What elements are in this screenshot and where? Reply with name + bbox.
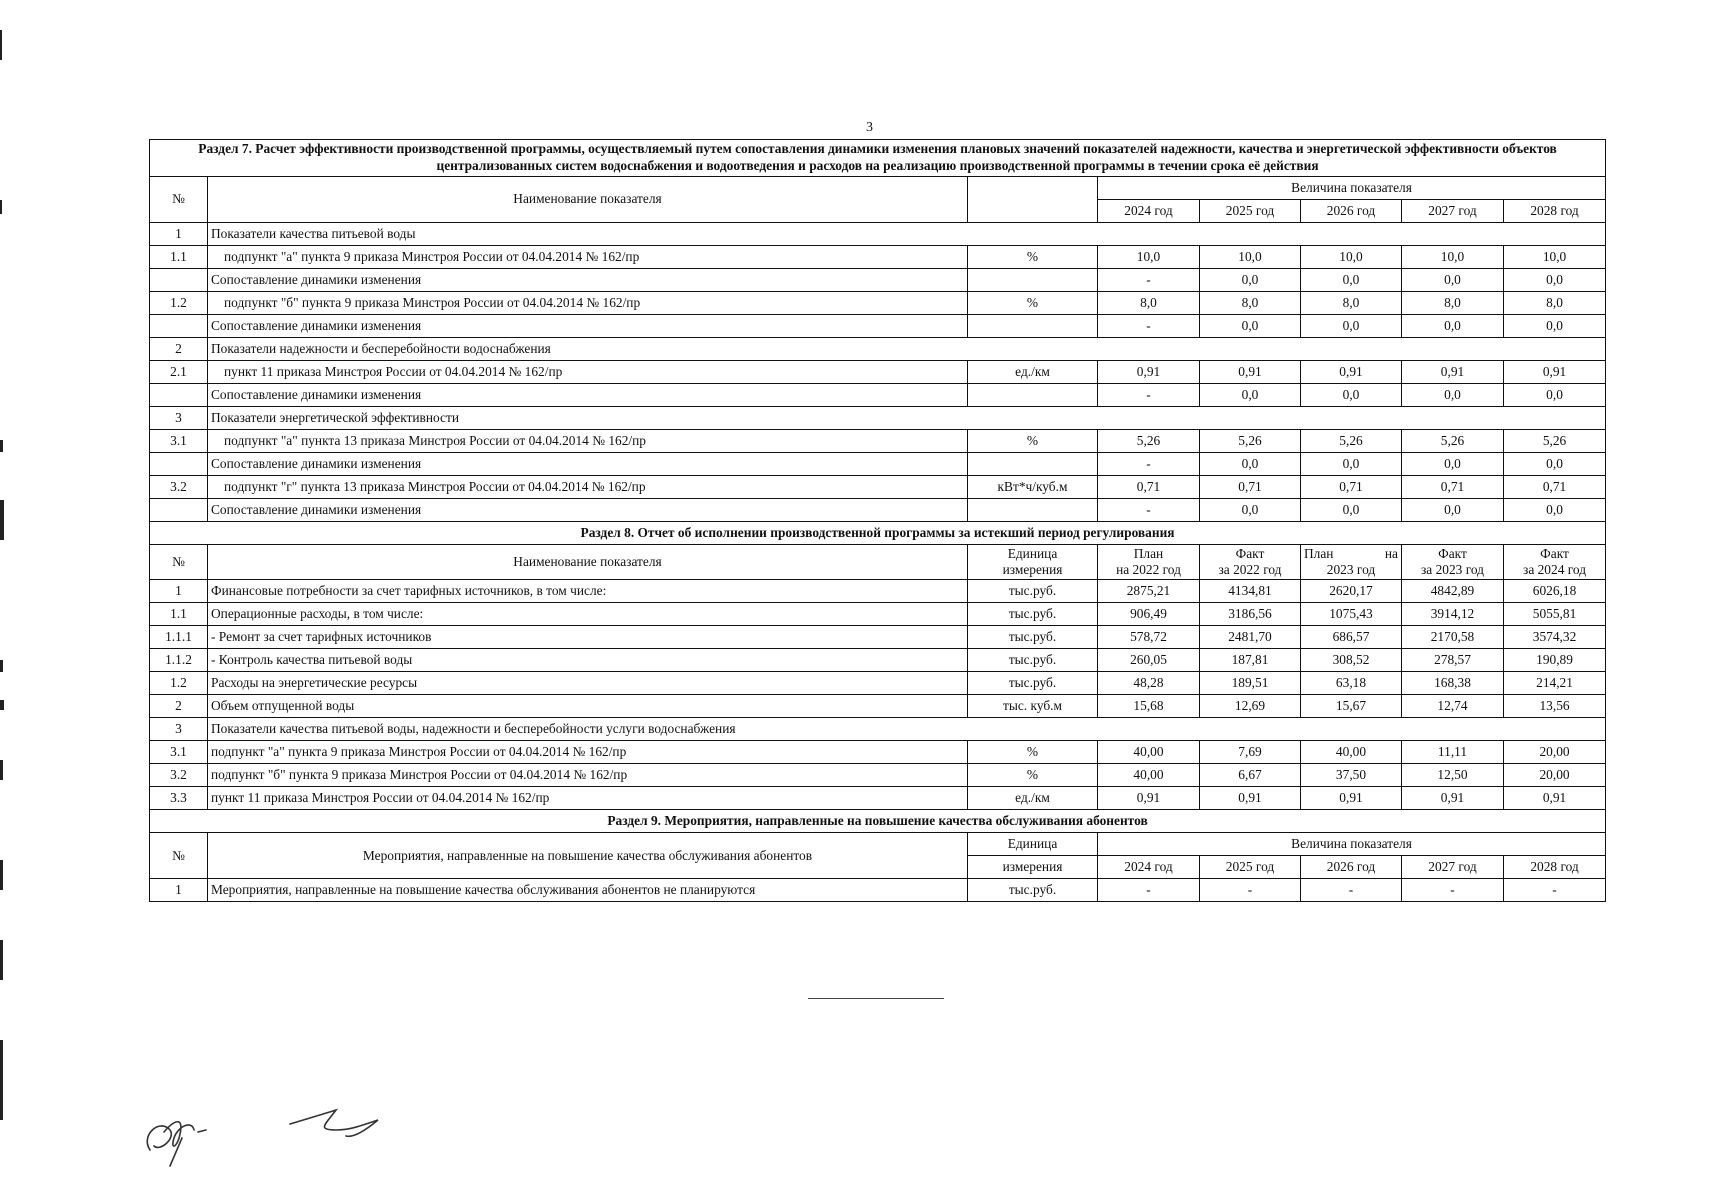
row-number: 3: [150, 718, 208, 741]
row-value: -: [1402, 879, 1504, 902]
row-value: 278,57: [1402, 649, 1504, 672]
row-unit: тыс.руб.: [968, 626, 1098, 649]
group-row: [150, 223, 1606, 246]
unit-header-line2: измерения: [1002, 562, 1063, 578]
row-value: 189,51: [1200, 672, 1301, 695]
row-value: 48,28: [1098, 672, 1200, 695]
row-value: 0,0: [1200, 499, 1301, 522]
period-header-line1: Факт: [1438, 546, 1467, 561]
row-name: Сопоставление динамики изменения: [208, 315, 968, 338]
row-value: 2481,70: [1200, 626, 1301, 649]
row-value: 686,57: [1301, 626, 1402, 649]
row-value: 15,67: [1301, 695, 1402, 718]
measure-row: [150, 879, 1606, 902]
section9-header-row: [150, 833, 1606, 856]
row-number: 2: [150, 338, 208, 361]
comparison-row: [150, 315, 1606, 338]
row-value: 37,50: [1301, 764, 1402, 787]
row-value: 5,26: [1402, 430, 1504, 453]
row-value: 40,00: [1098, 764, 1200, 787]
indicator-row: [150, 246, 1606, 269]
row-value: 0,91: [1504, 361, 1606, 384]
row-value: 3574,32: [1504, 626, 1606, 649]
section9-title: Раздел 9. Мероприятия, направленные на повышение качества обслуживания абонентов: [150, 810, 1606, 833]
row-value: 0,71: [1301, 476, 1402, 499]
row-value: 2620,17: [1301, 580, 1402, 603]
section8-header-row: [150, 545, 1606, 580]
row-value: 10,0: [1098, 246, 1200, 269]
period-header-line2: за 2024 год: [1523, 562, 1587, 578]
col-header-unit-line2: измерения: [968, 856, 1098, 879]
row-unit: [968, 315, 1098, 338]
row-value: 0,0: [1402, 269, 1504, 292]
row-number: [150, 384, 208, 407]
row-unit: тыс.руб.: [968, 603, 1098, 626]
row-value: 3186,56: [1200, 603, 1301, 626]
row-value: 0,91: [1402, 787, 1504, 810]
row-value: -: [1098, 269, 1200, 292]
row-name: Показатели энергетической эффективности: [208, 407, 1606, 430]
row-name: Сопоставление динамики изменения: [208, 269, 968, 292]
row-unit: %: [968, 741, 1098, 764]
row-value: 190,89: [1504, 649, 1606, 672]
row-value: 0,0: [1301, 315, 1402, 338]
row-value: 8,0: [1402, 292, 1504, 315]
table-body: [150, 140, 1606, 902]
row-unit: [968, 269, 1098, 292]
row-name: подпункт "б" пункта 9 приказа Минстроя России от 04.04.2014 № 162/пр: [208, 292, 968, 315]
col-header-value: Величина показателя: [1098, 833, 1606, 856]
period-header-line2: за 2023 год: [1421, 562, 1484, 578]
footer-separator-line: [808, 998, 944, 999]
row-value: 10,0: [1301, 246, 1402, 269]
row-value: 578,72: [1098, 626, 1200, 649]
year-header: 2026 год: [1301, 856, 1402, 879]
col-header-name: Наименование показателя: [208, 545, 968, 580]
row-value: 906,49: [1098, 603, 1200, 626]
row-value: -: [1098, 384, 1200, 407]
production-program-table: [149, 139, 1606, 902]
row-value: -: [1504, 879, 1606, 902]
row-unit: [968, 453, 1098, 476]
report-row: [150, 695, 1606, 718]
row-value: 12,50: [1402, 764, 1504, 787]
period-header-word: на: [1384, 546, 1398, 561]
row-number: 3: [150, 407, 208, 430]
row-value: 187,81: [1200, 649, 1301, 672]
row-number: 1.2: [150, 672, 208, 695]
row-value: 6026,18: [1504, 580, 1606, 603]
row-unit: тыс.руб.: [968, 649, 1098, 672]
row-unit: тыс.руб.: [968, 879, 1098, 902]
row-value: -: [1200, 879, 1301, 902]
handwritten-signature: [140, 1090, 400, 1170]
row-number: 1: [150, 223, 208, 246]
row-value: 15,68: [1098, 695, 1200, 718]
period-header-line1: План: [1133, 546, 1164, 561]
report-row: [150, 672, 1606, 695]
year-header: 2027 год: [1402, 856, 1504, 879]
row-value: 63,18: [1301, 672, 1402, 695]
group-row: [150, 718, 1606, 741]
report-row: [150, 764, 1606, 787]
row-number: 3.3: [150, 787, 208, 810]
row-value: 12,74: [1402, 695, 1504, 718]
row-number: 3.1: [150, 741, 208, 764]
comparison-row: [150, 384, 1606, 407]
year-header: 2026 год: [1301, 200, 1402, 223]
row-number: 2.1: [150, 361, 208, 384]
period-header-line1: Факт: [1235, 546, 1265, 561]
row-name: Сопоставление динамики изменения: [208, 453, 968, 476]
period-header: [1301, 545, 1402, 580]
row-value: 20,00: [1504, 764, 1606, 787]
year-header: 2025 год: [1200, 856, 1301, 879]
row-value: 0,91: [1402, 361, 1504, 384]
row-number: 1.1.2: [150, 649, 208, 672]
row-value: 0,91: [1098, 787, 1200, 810]
col-header-unit: [968, 177, 1098, 223]
row-value: 40,00: [1301, 741, 1402, 764]
col-header-unit-line1: Единица: [968, 833, 1098, 856]
report-row: [150, 626, 1606, 649]
row-value: 4842,89: [1402, 580, 1504, 603]
indicator-row: [150, 476, 1606, 499]
row-value: 0,91: [1301, 787, 1402, 810]
row-name: Расходы на энергетические ресурсы: [208, 672, 968, 695]
row-unit: кВт*ч/куб.м: [968, 476, 1098, 499]
row-value: 0,0: [1301, 499, 1402, 522]
row-value: -: [1098, 453, 1200, 476]
row-unit: тыс.руб.: [968, 580, 1098, 603]
row-value: 2170,58: [1402, 626, 1504, 649]
comparison-row: [150, 499, 1606, 522]
row-value: 0,0: [1504, 315, 1606, 338]
period-header: [1200, 545, 1301, 580]
row-value: 7,69: [1200, 741, 1301, 764]
row-name: - Контроль качества питьевой воды: [208, 649, 968, 672]
group-row: [150, 338, 1606, 361]
row-number: [150, 499, 208, 522]
row-value: 6,67: [1200, 764, 1301, 787]
section7-title-row: [150, 140, 1606, 177]
report-row: [150, 649, 1606, 672]
period-header-line1: Факт: [1540, 546, 1569, 561]
row-value: 0,0: [1504, 453, 1606, 476]
row-name: пункт 11 приказа Минстроя России от 04.04.2014 № 162/пр: [208, 361, 968, 384]
row-number: 1.1.1: [150, 626, 208, 649]
row-value: 0,0: [1301, 269, 1402, 292]
row-value: 12,69: [1200, 695, 1301, 718]
row-name: Показатели качества питьевой воды: [208, 223, 1606, 246]
row-value: 0,0: [1200, 453, 1301, 476]
period-header-line2: за 2022 год: [1218, 562, 1282, 578]
row-value: 4134,81: [1200, 580, 1301, 603]
col-header-name: Наименование показателя: [208, 177, 968, 223]
row-value: 5055,81: [1504, 603, 1606, 626]
row-unit: тыс.руб.: [968, 672, 1098, 695]
row-value: -: [1098, 315, 1200, 338]
year-header: 2025 год: [1200, 200, 1301, 223]
row-value: 0,0: [1200, 315, 1301, 338]
row-name: подпункт "а" пункта 9 приказа Минстроя России от 04.04.2014 № 162/пр: [208, 246, 968, 269]
row-name: подпункт "а" пункта 13 приказа Минстроя России от 04.04.2014 № 162/пр: [208, 430, 968, 453]
row-value: 0,71: [1098, 476, 1200, 499]
col-header-no: №: [150, 545, 208, 580]
row-unit: %: [968, 764, 1098, 787]
row-value: 168,38: [1402, 672, 1504, 695]
row-value: 11,11: [1402, 741, 1504, 764]
row-name: Операционные расходы, в том числе:: [208, 603, 968, 626]
row-number: 3.2: [150, 476, 208, 499]
row-value: 260,05: [1098, 649, 1200, 672]
row-number: [150, 453, 208, 476]
year-header: 2028 год: [1504, 200, 1606, 223]
row-value: 0,0: [1200, 384, 1301, 407]
row-value: 20,00: [1504, 741, 1606, 764]
row-value: 40,00: [1098, 741, 1200, 764]
row-name: Сопоставление динамики изменения: [208, 499, 968, 522]
col-header-no: №: [150, 177, 208, 223]
row-value: 0,0: [1402, 315, 1504, 338]
row-value: 8,0: [1301, 292, 1402, 315]
row-number: 2: [150, 695, 208, 718]
report-row: [150, 741, 1606, 764]
report-row: [150, 603, 1606, 626]
indicator-row: [150, 292, 1606, 315]
row-unit: [968, 499, 1098, 522]
row-name: подпункт "а" пункта 9 приказа Минстроя России от 04.04.2014 № 162/пр: [208, 741, 968, 764]
row-value: 0,0: [1402, 499, 1504, 522]
row-unit: тыс. куб.м: [968, 695, 1098, 718]
indicator-row: [150, 361, 1606, 384]
section7-title: Раздел 7. Расчет эффективности производственной программы, осуществляемый путем сопоставления динамики изменения плановых значений показателей надежности, качества и энергетической эффективности объектов централизованных систем водоснабжения и водоотведения и расходов на реализацию производственной программы в течении срока её действия: [150, 140, 1606, 177]
row-value: 214,21: [1504, 672, 1606, 695]
section9-title-row: [150, 810, 1606, 833]
row-name: пункт 11 приказа Минстроя России от 04.04.2014 № 162/пр: [208, 787, 968, 810]
row-value: 10,0: [1402, 246, 1504, 269]
row-unit: %: [968, 430, 1098, 453]
section8-title: Раздел 8. Отчет об исполнении производственной программы за истекший период регулирования: [150, 522, 1606, 545]
period-header: [1402, 545, 1504, 580]
row-number: 3.2: [150, 764, 208, 787]
unit-header-line1: Единица: [1007, 546, 1058, 561]
section7-header-row: [150, 177, 1606, 200]
row-value: 0,71: [1200, 476, 1301, 499]
col-header-no: №: [150, 833, 208, 879]
year-header: 2024 год: [1098, 200, 1200, 223]
period-header-word: План: [1304, 546, 1334, 561]
period-header-line1: [1304, 546, 1398, 562]
row-value: 8,0: [1504, 292, 1606, 315]
row-unit: %: [968, 292, 1098, 315]
row-unit: ед./км: [968, 787, 1098, 810]
row-unit: %: [968, 246, 1098, 269]
row-value: 5,26: [1200, 430, 1301, 453]
row-name: Сопоставление динамики изменения: [208, 384, 968, 407]
row-value: 0,0: [1402, 453, 1504, 476]
period-header-line2: 2023 год: [1326, 562, 1376, 578]
row-number: [150, 315, 208, 338]
row-value: 0,91: [1200, 787, 1301, 810]
row-value: 8,0: [1200, 292, 1301, 315]
row-name: Финансовые потребности за счет тарифных источников, в том числе:: [208, 580, 968, 603]
row-number: [150, 269, 208, 292]
row-value: 13,56: [1504, 695, 1606, 718]
row-value: 0,0: [1402, 384, 1504, 407]
row-value: 0,0: [1504, 384, 1606, 407]
indicator-row: [150, 430, 1606, 453]
col-header-unit: [968, 545, 1098, 580]
row-value: 0,71: [1504, 476, 1606, 499]
row-unit: [968, 384, 1098, 407]
row-value: 0,91: [1301, 361, 1402, 384]
row-value: 8,0: [1098, 292, 1200, 315]
report-row: [150, 580, 1606, 603]
col-header-name: Мероприятия, направленные на повышение качества обслуживания абонентов: [208, 833, 968, 879]
row-number: 3.1: [150, 430, 208, 453]
row-value: 0,0: [1504, 269, 1606, 292]
row-number: 1: [150, 580, 208, 603]
page-number: 3: [866, 120, 873, 135]
period-header-line2: на 2022 год: [1116, 562, 1181, 578]
col-header-value: Величина показателя: [1098, 177, 1606, 200]
row-name: Показатели надежности и бесперебойности водоснабжения: [208, 338, 1606, 361]
row-number: 1.1: [150, 246, 208, 269]
row-value: 5,26: [1504, 430, 1606, 453]
row-name: Показатели качества питьевой воды, надежности и бесперебойности услуги водоснабжения: [208, 718, 1606, 741]
row-unit: ед./км: [968, 361, 1098, 384]
row-name: Объем отпущенной воды: [208, 695, 968, 718]
period-header: [1504, 545, 1606, 580]
row-value: 0,71: [1402, 476, 1504, 499]
row-number: 1.2: [150, 292, 208, 315]
row-number: 1: [150, 879, 208, 902]
row-value: 2875,21: [1098, 580, 1200, 603]
row-value: 10,0: [1200, 246, 1301, 269]
row-value: 10,0: [1504, 246, 1606, 269]
row-value: 0,91: [1200, 361, 1301, 384]
row-value: 308,52: [1301, 649, 1402, 672]
year-header: 2024 год: [1098, 856, 1200, 879]
row-value: 0,0: [1301, 453, 1402, 476]
row-value: -: [1098, 499, 1200, 522]
row-value: 0,91: [1504, 787, 1606, 810]
period-header: [1098, 545, 1200, 580]
group-row: [150, 407, 1606, 430]
row-value: 0,0: [1301, 384, 1402, 407]
comparison-row: [150, 453, 1606, 476]
section8-title-row: [150, 522, 1606, 545]
row-value: 5,26: [1301, 430, 1402, 453]
row-name: подпункт "г" пункта 13 приказа Минстроя России от 04.04.2014 № 162/пр: [208, 476, 968, 499]
row-name: - Ремонт за счет тарифных источников: [208, 626, 968, 649]
row-value: 0,0: [1200, 269, 1301, 292]
row-number: 1.1: [150, 603, 208, 626]
row-name: подпункт "б" пункта 9 приказа Минстроя России от 04.04.2014 № 162/пр: [208, 764, 968, 787]
row-value: 0,91: [1098, 361, 1200, 384]
row-value: 3914,12: [1402, 603, 1504, 626]
row-name: Мероприятия, направленные на повышение качества обслуживания абонентов не планируются: [208, 879, 968, 902]
report-row: [150, 787, 1606, 810]
row-value: 5,26: [1098, 430, 1200, 453]
year-header: 2028 год: [1504, 856, 1606, 879]
scan-edge-marks: [0, 0, 4, 1200]
year-header: 2027 год: [1402, 200, 1504, 223]
row-value: -: [1301, 879, 1402, 902]
comparison-row: [150, 269, 1606, 292]
row-value: 0,0: [1504, 499, 1606, 522]
row-value: -: [1098, 879, 1200, 902]
row-value: 1075,43: [1301, 603, 1402, 626]
